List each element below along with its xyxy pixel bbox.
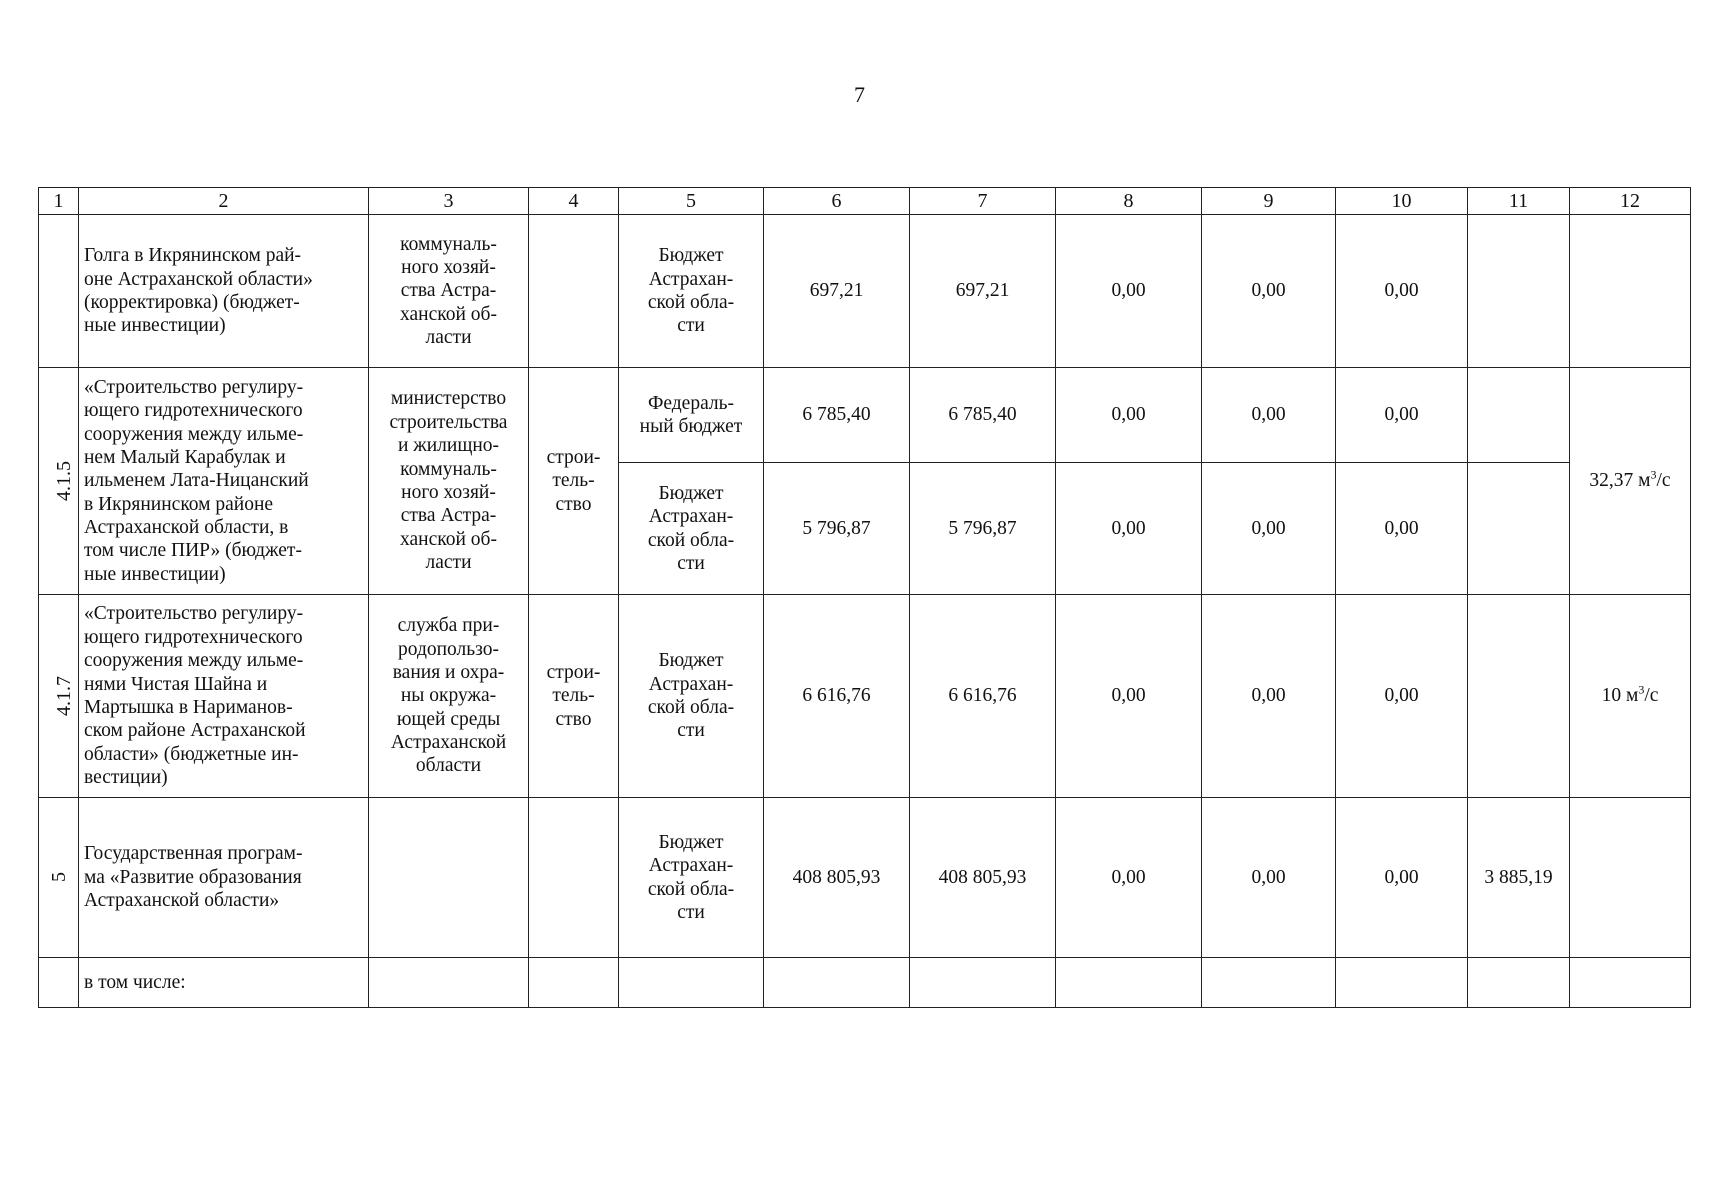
capacity-value: 32,37 м	[1589, 470, 1651, 492]
executor: коммуналь- ного хозяй- ства Астра- ханской об- ласти	[369, 215, 529, 368]
column-header: 2	[79, 188, 369, 215]
empty-cell	[1202, 958, 1336, 1008]
column-header: 9	[1202, 188, 1336, 215]
row-code: 4.1.5	[53, 460, 75, 501]
value-col8: 0,00	[1056, 595, 1202, 798]
column-header: 7	[910, 188, 1056, 215]
value-col6: 6 785,40	[764, 368, 910, 463]
value-col7: 408 805,93	[910, 798, 1056, 958]
column-header: 12	[1570, 188, 1691, 215]
value-col11	[1468, 463, 1570, 595]
column-header-row	[39, 188, 1691, 215]
value-col6: 5 796,87	[764, 463, 910, 595]
column-header: 3	[369, 188, 529, 215]
capacity-value: 10 м	[1601, 685, 1639, 707]
value-col6: 6 616,76	[764, 595, 910, 798]
work-type	[529, 215, 619, 368]
budget-table	[38, 187, 1691, 1008]
row-code-cell	[39, 595, 79, 798]
value-col12	[1570, 798, 1691, 958]
object-name: Государственная програм- ма «Развитие образования Астраханской области»	[79, 798, 369, 958]
including-label: в том числе:	[79, 958, 369, 1008]
empty-cell	[619, 958, 764, 1008]
row-code: 4.1.7	[53, 675, 75, 716]
table-row	[39, 215, 1691, 368]
value-col9: 0,00	[1202, 798, 1336, 958]
empty-cell	[1056, 958, 1202, 1008]
table-row	[39, 595, 1691, 798]
capacity-unit: /с	[1656, 470, 1671, 492]
value-col11: 3 885,19	[1468, 798, 1570, 958]
empty-cell	[529, 958, 619, 1008]
value-col11	[1468, 215, 1570, 368]
executor: министерство строительства и жилищно- коммуналь- ного хозяй- ства Астра- ханской об- ласти	[369, 368, 529, 595]
value-col8: 0,00	[1056, 463, 1202, 595]
table-row	[39, 798, 1691, 958]
value-col9: 0,00	[1202, 463, 1336, 595]
empty-cell	[39, 958, 79, 1008]
value-col8: 0,00	[1056, 215, 1202, 368]
value-col11	[1468, 595, 1570, 798]
column-header: 6	[764, 188, 910, 215]
value-col6: 697,21	[764, 215, 910, 368]
empty-cell	[1336, 958, 1468, 1008]
capacity-unit: /с	[1644, 685, 1659, 707]
column-header: 1	[39, 188, 79, 215]
value-col7: 5 796,87	[910, 463, 1056, 595]
value-col10: 0,00	[1336, 463, 1468, 595]
value-col8: 0,00	[1056, 368, 1202, 463]
executor	[369, 798, 529, 958]
value-col7: 6 785,40	[910, 368, 1056, 463]
value-col9: 0,00	[1202, 368, 1336, 463]
empty-cell	[1570, 958, 1691, 1008]
value-col6: 408 805,93	[764, 798, 910, 958]
value-col10: 0,00	[1336, 798, 1468, 958]
capacity: 10 $м^3/с$	[1570, 595, 1691, 798]
funding-source: Бюджет Астрахан- ской обла- сти	[619, 595, 764, 798]
value-col12	[1570, 215, 1691, 368]
value-col7: 697,21	[910, 215, 1056, 368]
capacity: 32,37 $м^3/с$	[1570, 368, 1691, 595]
row-code	[39, 215, 79, 368]
value-col11	[1468, 368, 1570, 463]
value-col10: 0,00	[1336, 368, 1468, 463]
page-number: 7	[854, 82, 865, 107]
column-header: 8	[1056, 188, 1202, 215]
funding-source: Бюджет Астрахан- ской обла- сти	[619, 798, 764, 958]
executor: служба при- родопользо- вания и охра- ны окружа- ющей среды Астраханской области	[369, 595, 529, 798]
value-col7: 6 616,76	[910, 595, 1056, 798]
column-header: 5	[619, 188, 764, 215]
work-type: строи- тель- ство	[529, 368, 619, 595]
empty-cell	[910, 958, 1056, 1008]
column-header: 11	[1468, 188, 1570, 215]
column-header: 10	[1336, 188, 1468, 215]
row-code-cell	[39, 368, 79, 595]
value-col8: 0,00	[1056, 798, 1202, 958]
row-code: 5	[47, 872, 70, 883]
funding-source: Федераль- ный бюджет	[619, 368, 764, 463]
object-name: Голга в Икрянинском рай- оне Астраханской области» (корректировка) (бюджет- ные инвестиции)	[79, 215, 369, 368]
empty-cell	[1468, 958, 1570, 1008]
value-col9: 0,00	[1202, 215, 1336, 368]
value-col10: 0,00	[1336, 215, 1468, 368]
object-name: «Строительство регулиру- ющего гидротехнического сооружения между ильме- нями Чистая Шайна и Мартышка в Нариманов- ском районе Астраханской области» (бюджетные ин- вестиции)	[79, 595, 369, 798]
work-type	[529, 798, 619, 958]
work-type: строи- тель- ство	[529, 595, 619, 798]
row-code-cell	[39, 798, 79, 958]
funding-source: Бюджет Астрахан- ской обла- сти	[619, 215, 764, 368]
value-col9: 0,00	[1202, 595, 1336, 798]
value-col10: 0,00	[1336, 595, 1468, 798]
empty-cell	[764, 958, 910, 1008]
funding-source: Бюджет Астрахан- ской обла- сти	[619, 463, 764, 595]
empty-cell	[369, 958, 529, 1008]
table-row	[39, 368, 1691, 463]
table-row	[39, 958, 1691, 1008]
column-header: 4	[529, 188, 619, 215]
object-name: «Строительство регулиру- ющего гидротехнического сооружения между ильме- нем Малый Карабулак и ильменем Лата-Ницанский в Икрянинском районе Астраханской области, в том числе ПИР» (бюджет- ные инвестиции)	[79, 368, 369, 595]
